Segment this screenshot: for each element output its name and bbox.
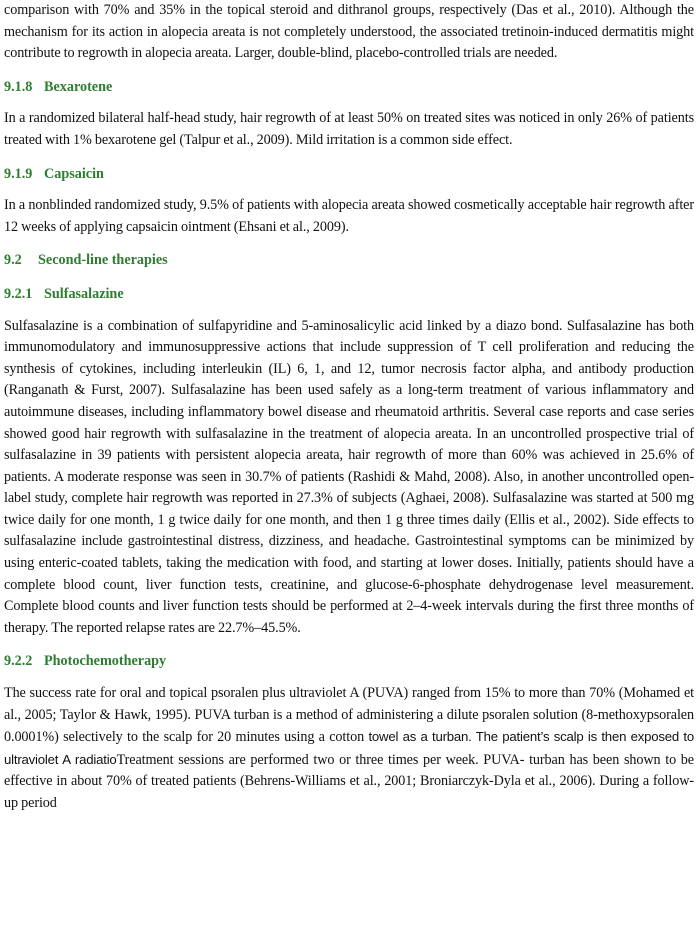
- capsaicin-paragraph: In a nonblinded randomized study, 9.5% of patients with alopecia areata showed cosmetically acceptable hair regrowth after 12 weeks of applying capsaicin ointment (Ehsani et al., 2009).: [4, 197, 694, 235]
- bexarotene-paragraph: In a randomized bilateral half-head study, hair regrowth of at least 50% on treated sites was noticed in only 26% of patients treated with 1% bexarotene gel (Talpur et al., 2009). Mild irritation is a common side effect.: [4, 110, 694, 148]
- section-heading-bexarotene: [4, 77, 694, 99]
- intro-paragraph: comparison with 70% and 35% in the topical steroid and dithranol groups, respectively (Das et al., 2010). Although the mechanism for its action in alopecia areata is not completely understood, the associated tretinoin-induced dermatitis might contribute to regrowth in alopecia areata. Larger, double-blind, placebo-controlled trials are needed.: [4, 2, 694, 62]
- sulfasalazine-paragraph: Sulfasalazine is a combination of sulfapyridine and 5-aminosalicylic acid linked by a diazo bond. Sulfasalazine has both immunomodulatory and immunosuppressive actions that include suppression of T cell proliferation and reducing the synthesis of cytokines, including interleukin (IL) 6, 1, and 12, tumor necrosis factor alpha, and antibody production (Ranganath & Furst, 2007). Sulfasalazine has been used safely as a long-term treatment of various inflammatory and autoimmune diseases, including inflammatory bowel disease and rheumatoid arthritis. Several case reports and case series showed good hair regrowth with sulfasalazine in the treatment of alopecia areata. In an uncontrolled prospective trial of sulfasalazine in 39 patients with persistent alopecia areata, hair regrowth of more than 60% was achieved in 25.6% of patients. A moderate response was seen in 30.7% of patients (Rashidi & Mahd, 2008). Also, in another uncontrolled open-label study, complete hair regrowth was reported in 27.3% of subjects (Aghaei, 2008). Sulfasalazine was started at 500 mg twice daily for one month, 1 g twice daily for one month, and then 1 g three times daily (Ellis et al., 2002). Side effects to sulfasalazine include gastrointestinal distress, dizziness, and headache. Gastrointestinal symptoms can be minimized by using enteric-coated tablets, taking the medication with food, and starting at lower doses. Initially, patients should have a complete blood count, liver function tests, creatinine, and glucose-6-phosphate dehydrogenase level measurement. Complete blood counts and liver function tests should be performed at 2–4-week intervals during the first three months of therapy. The reported relapse rates are 22.7%–45.5%.: [4, 317, 694, 636]
- section-title: Second-line therapies: [38, 252, 168, 269]
- photochemotherapy-paragraph: [4, 683, 694, 815]
- section-title: Photochemotherapy: [44, 653, 167, 670]
- section-title: Bexarotene: [44, 78, 113, 95]
- paragraph-text: Treatment sessions are performed two or three times per week. PUVA- turban has been shown to be effective in about 70% of treated patients (Behrens-Williams et al., 2001; Broniarczyk-Dyla et al., 2006). During a follow-up period: [4, 751, 695, 811]
- section-number: 9.1.9: [4, 165, 33, 182]
- spacer: [4, 306, 694, 316]
- spacer: [4, 98, 694, 108]
- paragraph-text: The success rate for oral and topical psoralen plus ultraviolet A (PUVA) ranged from 15% to more than 70% (Mohamed et al., 2005; Taylor & Hawk, 1995). PUVA turban is a method of administering a dilute psoralen solution (8-methoxypsoralen 0.0001%) selectively to the scalp for 20 minutes using a cotton: [4, 685, 694, 746]
- section-heading-second-line: [4, 250, 694, 272]
- section-number: 9.1.8: [4, 78, 33, 95]
- spacer: [4, 65, 694, 77]
- paragraph-text-sans: towel as a turban. The patient’s scalp is then exposed to ultraviolet A radiatio: [4, 729, 694, 767]
- section-heading-sulfasalazine: [4, 284, 694, 306]
- section-title: Sulfasalazine: [44, 285, 124, 302]
- section-number: 9.2.1: [4, 285, 33, 302]
- section-number: 9.2: [4, 252, 22, 269]
- section-number: 9.2.2: [4, 653, 33, 670]
- spacer: [4, 272, 694, 284]
- spacer: [4, 185, 694, 195]
- section-heading-capsaicin: [4, 164, 694, 186]
- section-title: Capsaicin: [44, 165, 104, 182]
- spacer: [4, 238, 694, 250]
- section-heading-photochemotherapy: [4, 651, 694, 673]
- spacer: [4, 639, 694, 651]
- spacer: [4, 673, 694, 683]
- spacer: [4, 152, 694, 164]
